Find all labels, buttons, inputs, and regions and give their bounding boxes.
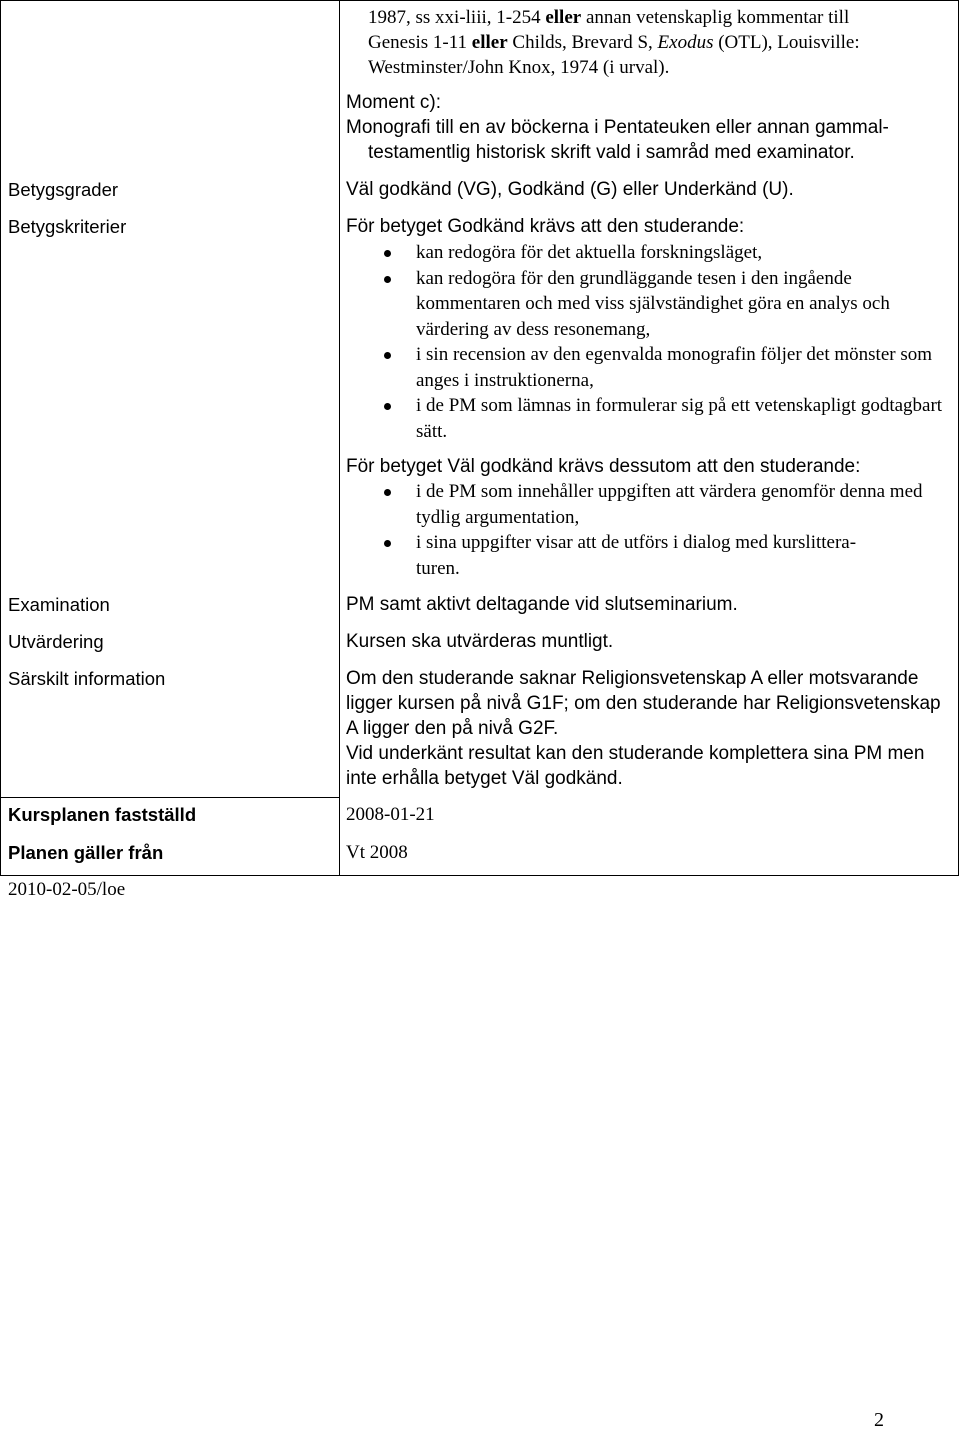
bullet-icon (384, 540, 391, 547)
list-item: i sin recension av den egenvalda monografin följer det mönster som anges i instruktionerna, (346, 342, 956, 393)
table-row-divider (0, 797, 339, 798)
table-border-left (0, 0, 1, 876)
faststalld-value: 2008-01-21 (346, 804, 435, 825)
bullet-icon (384, 276, 391, 283)
list-item: i sina uppgifter visar att de utförs i dialog med kurslittera- turen. (346, 530, 956, 581)
galler-value: Vt 2008 (346, 842, 408, 863)
table-border-bottom (0, 875, 959, 876)
bullet-icon (384, 352, 391, 359)
moment-c-line-1: Monografi till en av böckerna i Pentateuken eller annan gammal- (346, 117, 889, 138)
list-item: i de PM som lämnas in formulerar sig på ett vetenskapligt godtagbart sätt. (346, 393, 956, 444)
list-item: kan redogöra för den grundläggande tesen i den ingående kommentaren och med viss självständighet göra en analys och värdering av dess resonemang, (346, 266, 956, 343)
sarskilt-para-1: Om den studerande saknar Religionsvetenskap A eller motsvarande ligger kursen på nivå G1F; om den studerande har Religionsvetenskap A ligger den på nivå G2F. (346, 668, 941, 739)
moment-c-line-2: testamentlig historisk skrift vald i samråd med examinator. (368, 142, 855, 163)
utvardering-value: Kursen ska utvärderas muntligt. (346, 631, 614, 652)
reference-line-1: 1987, ss xxi-liii, 1-254 eller annan vetenskaplig kommentar till (368, 7, 850, 28)
table-column-divider (339, 0, 340, 876)
moment-c-heading: Moment c): (346, 92, 442, 113)
footer-note: 2010-02-05/loe (8, 879, 126, 900)
galler-label: Planen gäller från (8, 842, 164, 863)
table-border-right (958, 0, 959, 876)
sarskilt-label: Särskilt information (8, 668, 166, 689)
bullet-icon (384, 403, 391, 410)
table-border-top (0, 0, 959, 1)
sarskilt-para-2: Vid underkänt resultat kan den studerande komplettera sina PM men inte erhålla betyget Väl godkänd. (346, 743, 925, 789)
betygsgrader-label: Betygsgrader (8, 179, 119, 200)
list-item: kan redogöra för det aktuella forskningsläget, (346, 240, 956, 266)
page-number: 2 (874, 1409, 884, 1431)
criteria-g-list (346, 240, 956, 444)
reference-line-3: Westminster/John Knox, 1974 (i urval). (368, 57, 670, 78)
examination-label: Examination (8, 594, 110, 615)
bullet-icon (384, 250, 391, 257)
betygskriterier-label: Betygskriterier (8, 216, 127, 237)
criteria-vg-list (346, 479, 956, 581)
criteria-vg-intro: För betyget Väl godkänd krävs dessutom att den studerande: (346, 456, 861, 477)
betygsgrader-value: Väl godkänd (VG), Godkänd (G) eller Underkänd (U). (346, 179, 794, 200)
reference-line-2: Genesis 1-11 eller Childs, Brevard S, Exodus (OTL), Louisville: (368, 32, 860, 53)
faststalld-label: Kursplanen fastställd (8, 804, 197, 825)
criteria-g-intro: För betyget Godkänd krävs att den studerande: (346, 216, 745, 237)
bullet-icon (384, 489, 391, 496)
utvardering-label: Utvärdering (8, 631, 104, 652)
examination-value: PM samt aktivt deltagande vid slutseminarium. (346, 594, 738, 615)
list-item: i de PM som innehåller uppgiften att värdera genomför denna med tydlig argumentation, (346, 479, 956, 530)
reference-text (368, 5, 956, 80)
